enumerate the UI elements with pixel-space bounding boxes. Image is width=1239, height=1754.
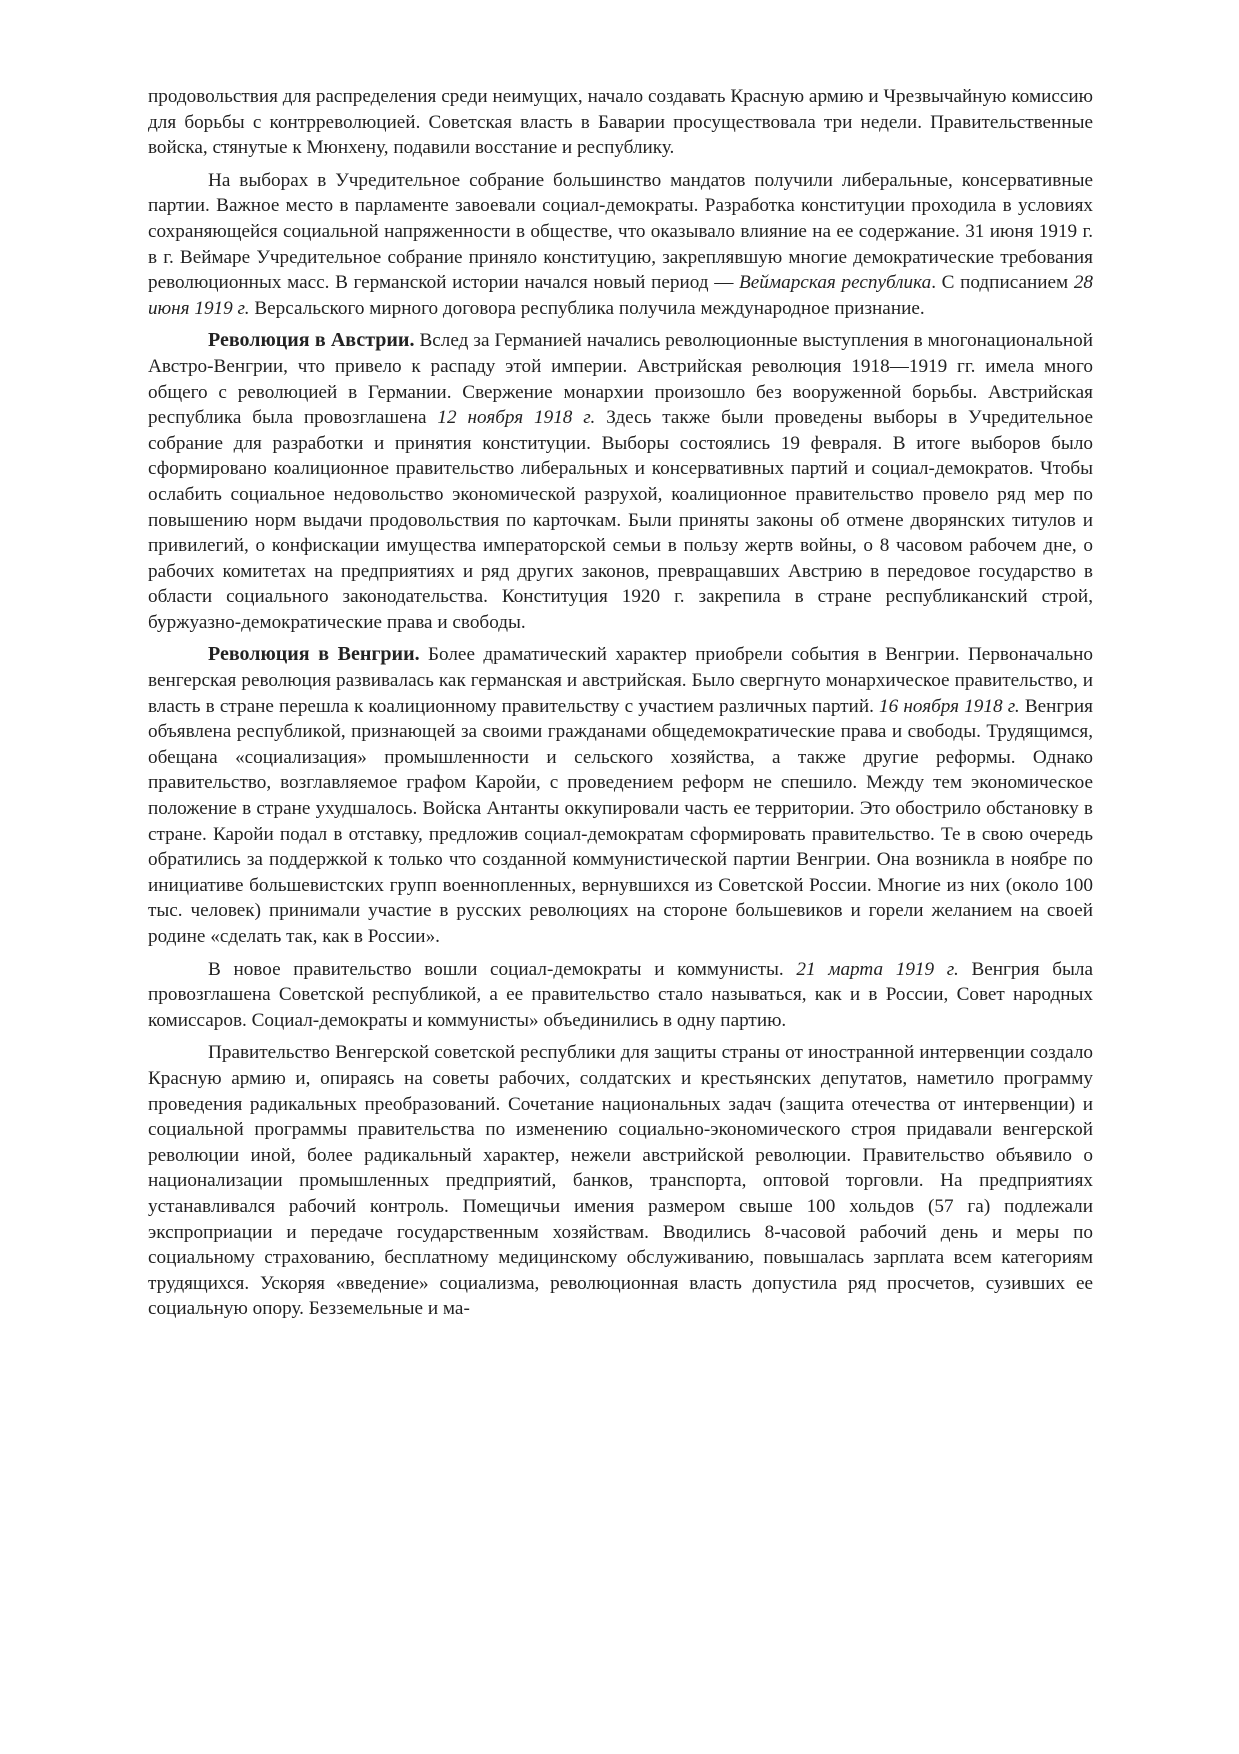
paragraph-text: продовольствия для распределения среди неимущих, начало создавать Красную армию и Чрезвычайную комиссию для борьбы с контрреволюцией. Советская власть в Баварии просуществовала три недели. Правительственные войска, стянутые к Мюнхену, подавили восстание и республику. <box>148 86 1093 159</box>
italic-date: 12 ноября 1918 г. <box>437 407 596 429</box>
paragraph-text: Венгрия объявлена республикой, признающей за своими гражданами общедемократические права и свободы. Трудящимся, обещана «социализация» промышленности и сельского хозяйства, а также другие реформы. Однако правительство, возглавляемое графом Каройи, с проведением реформ не спешило. Между тем экономическое положение в стране ухудшалось. Войска Антанты оккупировали часть ее территории. Это обострило обстановку в стране. Каройи подал в отставку, предложив социал-демократам сформировать правительство. Те в свою очередь обратились за поддержкой к только что созданной коммунистической партии Венгрии. Она возникла в ноябре по инициативе большевистских групп военнопленных, вернувшихся из Советской России. Многие из них (около 100 тыс. человек) принимали участие в русских революциях на стороне большевиков и горели желанием на своей родине «сделать так, как в России». <box>148 695 1093 947</box>
paragraph-text: На выборах в Учредительное собрание большинство мандатов получили либеральные, консервативные партии. Важное место в парламенте завоевали социал-демократы. Разработка конституции проходила в условиях сохраняющейся социальной напряженности в обществе, что оказывало влияние на ее содержание. 31 июня 1919 г. в г. Веймаре Учредительное собрание приняло конституцию, закреплявшую многие демократические требования революционных масс. В германской истории начался новый период — <box>148 169 1093 294</box>
paragraph-text: Венгрия была провозглашена Советской республикой, а ее правительство стало называться, как и в России, Совет народных комиссаров. Социал-демократы и коммунисты» объединились в одну партию. <box>148 958 1093 1031</box>
section-heading-hungary: Революция в Венгрии. <box>208 643 420 666</box>
paragraph-text: . С подписанием <box>931 272 1074 294</box>
section-heading-austria: Революция в Австрии. <box>208 329 415 352</box>
paragraph-text: Правительство Венгерской советской республики для защиты страны от иностранной интервенции создало Красную армию и, опираясь на советы рабочих, солдатских и крестьянских депутатов, наметило программу проведения радикальных преобразований. Сочетание национальных задач (защита отечества от интервенции) и социальной программы правительства по изменению социально-экономического строя придавали венгерской революции иной, более радикальный характер, нежели австрийской революции. Правительство объявило о национализации промышленных предприятий, банков, транспорта, оптовой торговли. На предприятиях устанавливался рабочий контроль. Помещичьи имения размером свыше 100 хольдов (57 га) подлежали экспроприации и передаче государственным хозяйствам. Вводились 8-часовой рабочий день и меры по социальному страхованию, бесплатному медицинскому обслуживанию, повышалась зарплата всем категориям трудящихся. Ускоряя «введение» социализма, революционная власть допустила ряд просчетов, сузивших ее социальную опору. Безземельные и ма- <box>148 1042 1093 1320</box>
paragraph-bavaria-end <box>148 84 1093 161</box>
paragraph-text: Версальского мирного договора республика получила международное признание. <box>249 297 925 319</box>
paragraph-soviet-republic <box>148 957 1093 1034</box>
document-page <box>148 84 1093 1329</box>
italic-date: 28 июня 1919 г. <box>148 272 1094 319</box>
paragraph-austria-revolution <box>148 328 1093 635</box>
italic-date: 21 марта 1919 г. <box>796 958 959 980</box>
italic-term: Веймарская республика <box>739 272 932 294</box>
paragraph-text: Здесь также были проведены выборы в Учредительное собрание для разработки и принятия конституции. Выборы состоялись 19 февраля. В итоге выборов было сформировано коалиционное правительство либеральных и консервативных партий и социал-демократов. Чтобы ослабить социальное недовольство экономической разрухой, коалиционное правительство провело ряд мер по повышению норм выдачи продовольствия по карточкам. Были приняты законы об отмене дворянских титулов и привилегий, о конфискации имущества императорской семьи в пользу жертв войны, о 8 часовом рабочем дне, о рабочих комитетах на предприятиях и ряд других законов, превращавших Австрию в передовое государство в области социального законодательства. Конституция 1920 г. закрепила в стране республиканский строй, буржуазно-демократические права и свободы. <box>148 407 1093 633</box>
paragraph-text: Более драматический характер приобрели события в Венгрии. Первоначально венгерская революция развивалась как германская и австрийская. Было свергнуто монархическое правительство, и власть в стране перешла к коалиционному правительству с участием различных партий. <box>148 644 1093 717</box>
paragraph-text: Вслед за Германией начались революционные выступления в многонациональной Австро-Венгрии, что привело к распаду этой империи. Австрийская революция 1918—1919 гг. имела много общего с революцией в Германии. Свержение монархии произошло без вооруженной борьбы. Австрийская республика была провозглашена <box>148 330 1093 429</box>
paragraph-hungarian-government <box>148 1040 1093 1322</box>
paragraph-text: В новое правительство вошли социал-демократы и коммунисты. <box>208 958 797 980</box>
paragraph-hungary-revolution <box>148 642 1093 949</box>
paragraph-constituent-assembly <box>148 168 1093 322</box>
italic-date: 16 ноября 1918 г. <box>879 695 1020 717</box>
